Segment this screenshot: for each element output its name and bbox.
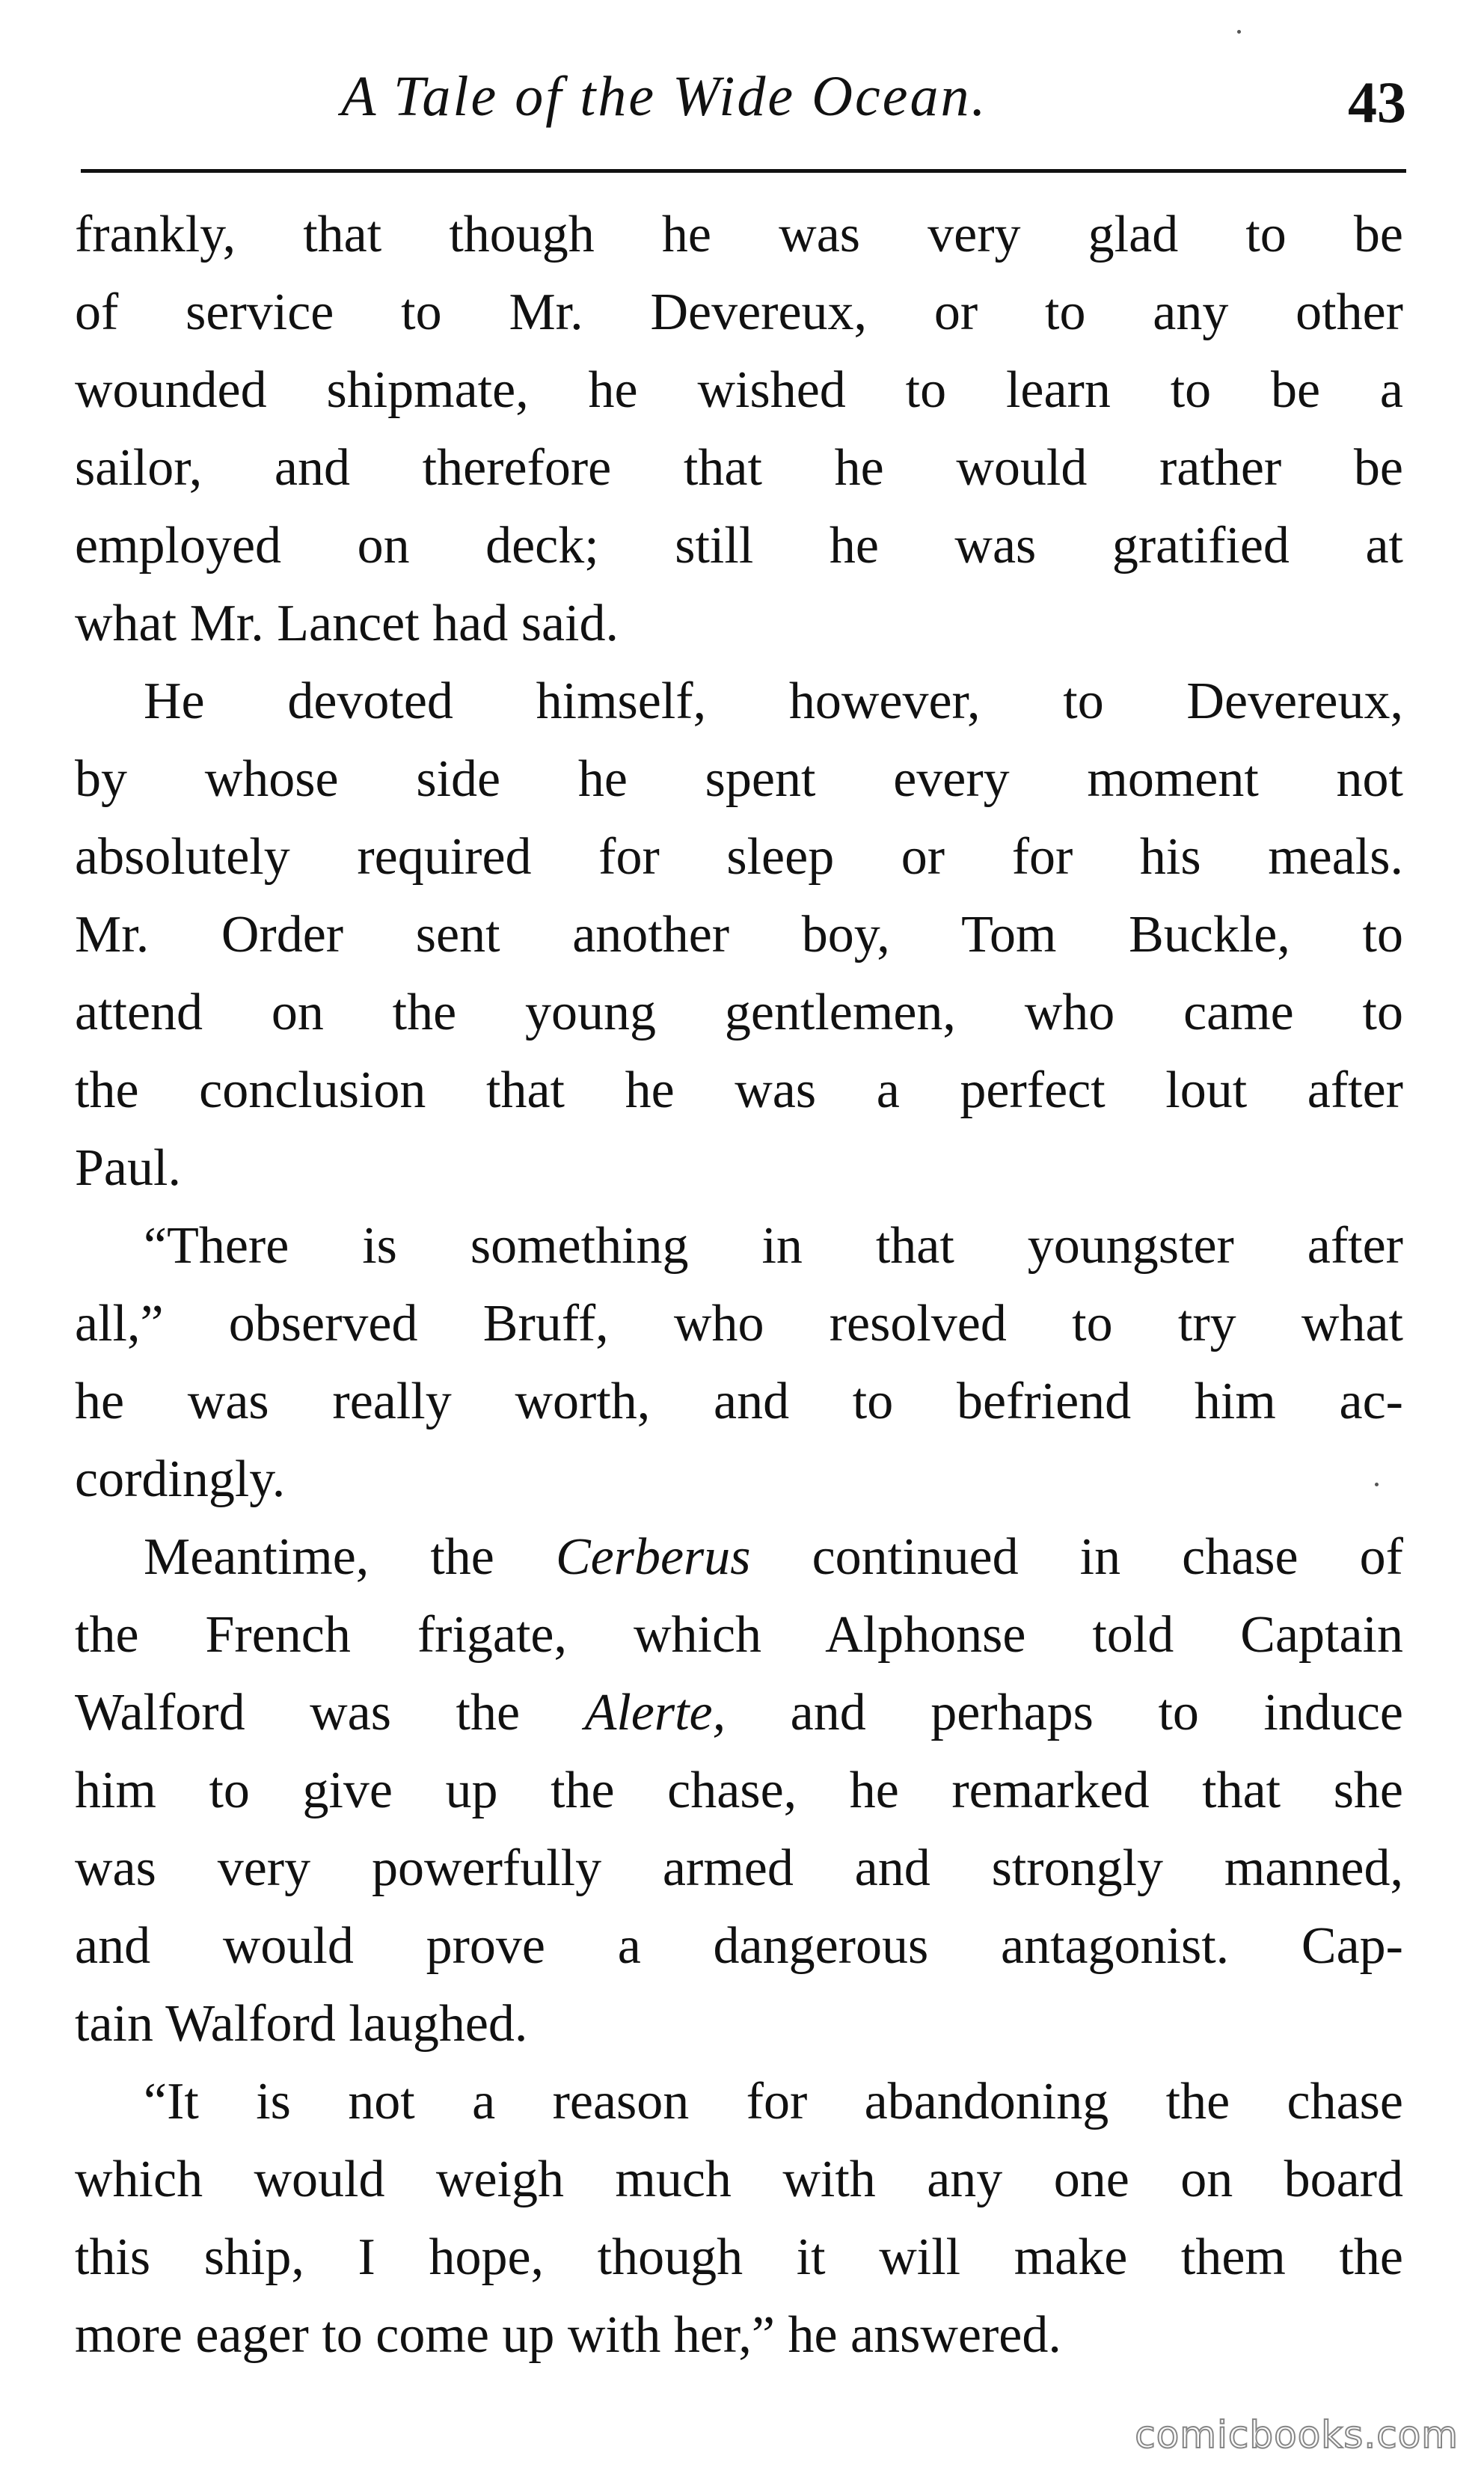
scan-speck xyxy=(1375,1483,1379,1486)
text-line: “There is something in that youngster after xyxy=(144,1217,1403,1275)
text-line: the conclusion that he was a perfect lout after xyxy=(75,1061,1403,1119)
text-line: by whose side he spent every moment not xyxy=(75,750,1403,808)
paragraph-2 xyxy=(75,663,1403,1207)
text-segment: Meantime, the xyxy=(144,1528,556,1586)
paragraph-3 xyxy=(75,1207,1403,1519)
paragraph-4 xyxy=(75,1519,1403,2063)
text-line: Paul. xyxy=(75,1139,181,1197)
header-rule xyxy=(81,169,1406,173)
text-line: him to give up the chase, he remarked that she xyxy=(75,1762,1403,1819)
text-line xyxy=(75,1674,1403,1752)
scan-speck xyxy=(1237,30,1241,34)
text-line: He devoted himself, however, to Devereux, xyxy=(144,672,1403,730)
ship-name-italic: Alerte, xyxy=(584,1684,726,1741)
text-line: of service to Mr. Devereux, or to any other xyxy=(75,284,1403,341)
text-line xyxy=(75,1519,1403,1596)
paragraph-1 xyxy=(75,196,1403,663)
text-segment: and perhaps to induce xyxy=(726,1684,1404,1741)
text-line: which would weigh much with any one on board xyxy=(75,2151,1403,2208)
ship-name-italic: Cerberus xyxy=(555,1528,751,1586)
running-title: A Tale of the Wide Ocean. xyxy=(341,65,988,128)
text-segment: Walford was the xyxy=(75,1684,585,1741)
text-segment: continued in chase of xyxy=(750,1528,1403,1586)
text-line: was very powerfully armed and strongly manned, xyxy=(75,1839,1403,1897)
text-line: absolutely required for sleep or for his meals. xyxy=(75,828,1403,886)
text-line: all,” observed Bruff, who resolved to try what xyxy=(75,1295,1403,1352)
text-line: employed on deck; still he was gratified at xyxy=(75,517,1403,574)
body-text xyxy=(75,196,1403,2374)
paragraph-5 xyxy=(75,2063,1403,2374)
text-line: frankly, that though he was very glad to be xyxy=(75,206,1403,263)
text-line: “It is not a reason for abandoning the chase xyxy=(144,2073,1403,2130)
watermark: comicbooks.com xyxy=(1135,2413,1459,2457)
text-line: tain Walford laughed. xyxy=(75,1995,528,2053)
text-line: Mr. Order sent another boy, Tom Buckle, to xyxy=(75,906,1403,963)
page-number: 43 xyxy=(1348,70,1406,135)
text-line: the French frigate, which Alphonse told Captain xyxy=(75,1606,1403,1664)
text-line: he was really worth, and to befriend him ac- xyxy=(75,1373,1403,1430)
text-line: this ship, I hope, though it will make them the xyxy=(75,2228,1403,2286)
text-line: more eager to come up with her,” he answered. xyxy=(75,2306,1061,2364)
text-line: wounded shipmate, he wished to learn to be a xyxy=(75,361,1403,419)
text-line: what Mr. Lancet had said. xyxy=(75,595,619,652)
text-line: cordingly. xyxy=(75,1450,286,1508)
running-head xyxy=(75,58,1406,156)
text-line: sailor, and therefore that he would rather be xyxy=(75,439,1403,497)
text-line: attend on the young gentlemen, who came to xyxy=(75,984,1403,1041)
text-line: and would prove a dangerous antagonist. Cap- xyxy=(75,1917,1403,1975)
